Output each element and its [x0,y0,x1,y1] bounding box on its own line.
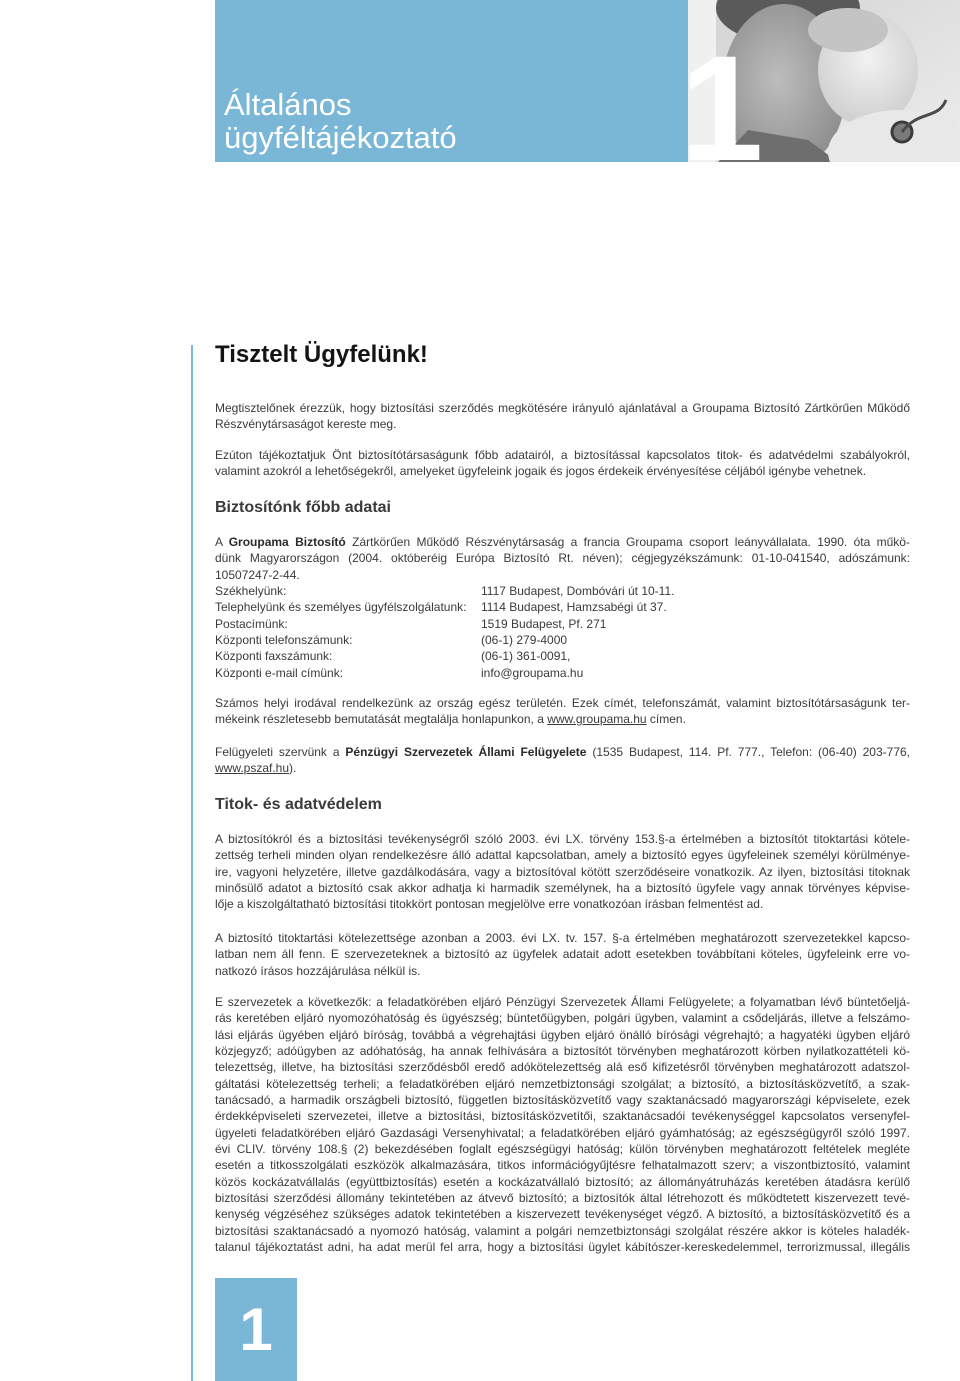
page-title [224,88,457,154]
detail-row [215,632,910,648]
text-line: Megtisztelőnek érezzük, hogy biztosítási szerződés megkötésére irányuló ajánlatával a Groupama Biztosító Zártkörűen Működő [215,401,910,415]
text-line: ügyeleti feladatkörében eljáró Gazdasági Versenyhivatal; a feladatkörében eljáró gyámhatóság; az egészségügyről szóló 1997. [215,1125,910,1140]
detail-label: Központi faxszámunk: [215,649,333,664]
detail-row [215,583,910,599]
title-line-2: ügyféltájékoztató [224,120,457,155]
text-line: dünk Magyarországon (2004. októberéig Európa Biztosító Rt. néven); cégjegyzékszámunk: 01-10-041540, adószámunk: [215,551,910,566]
text-line: közös kockázatvállalás (együttbiztosítás) esetén a kockázatvállaló biztosító; az állományátruházás keretében átadásra kerülő [215,1174,910,1189]
detail-row [215,665,910,681]
page-number-badge: 1 [215,1278,297,1381]
text-line: latban nem áll fenn. E szervezeteknek a biztosító az ügyfelek adatait adott esetekben továbbítani köteles, ügyfeleink erre vo- [215,947,910,962]
chapter-number: 1 [680,33,764,162]
text-line: biztosítási szerződési állomány tekintetében az átvevő biztosító; a biztosítók által létrehozott és működtetett kiszervezett tevé- [215,1190,910,1205]
privacy-paragraph-2 [215,930,910,979]
supervisor-name: Pénzügyi Szervezetek Állami Felügyelete [345,745,587,759]
company-info [215,534,910,681]
text-line: Ezúton tájékoztatjuk Önt biztosítótársaságunk főbb adatairól, a biztosítással kapcsolatos titok- és adatvédelmi szabályokról, [215,448,910,462]
text-line: E szervezetek a következők: a feladatkörében eljáró Pénzügyi Szervezetek Állami Felügyelete; a folyamatban lévő büntetőeljá- [215,995,910,1009]
text-line: ire, vagyoni helyzetére, illetve gazdálkodására, vagy a biztosítóval kötött szerződéseire vonatkozik. Az ilyen, biztosítási titoknak [215,864,910,879]
text-line: tanácsadó, a harmadik országbeli biztosító, független biztosításközvetítő vagy szaktanácsadó magyarországi képviselete, ezek [215,1092,910,1107]
detail-label: Postacímünk: [215,616,288,631]
text-line [215,534,910,550]
left-accent-rule [191,345,193,1381]
text-line: lási eljárás ügyében eljáró bíróság, továbbá a végrehajtási ügyben eljáró önálló bírósági végrehajtó; a hagyatéki ügyben eljáró [215,1027,910,1042]
text-line: minősülő adatot a biztosító csak akkor adhatja ki harmadik személynek, ha a biztosító ügyfele vagy annak törvényes képvise- [215,880,910,895]
supervisor-paragraph [215,744,910,777]
company-name: Groupama Biztosító [228,535,346,549]
text-line: évi CLIV. törvény 108.§ (2) bekezdésében foglalt egészségügyi hatóság; külön törvényben meghatározott feltételek megléte [215,1141,910,1156]
detail-row [215,648,910,664]
text-line [215,744,910,760]
privacy-heading: Titok- és adatvédelem [215,796,382,813]
privacy-paragraph-1 [215,831,910,913]
text-line: A biztosító titoktartási kötelezettsége azonban a 2003. évi LX. tv. 157. §-a értelmében meghatározott szervezetekkel kapcso- [215,931,910,945]
company-intro-continued [215,550,910,583]
email-value: info@groupama.hu [481,665,584,680]
text-line: telezettség, illetve, ha biztosítási szerződésből eredő adókötelezettség alá eső kifizetésről törvényben meghatározott adatszol- [215,1060,910,1075]
text-line: rás keretében eljáró nyomozóhatóság és ügyészség; büntetőügyben, polgári ügyben, valamint a csődeljárás, illetve a felszámo- [215,1011,910,1026]
text-line [215,711,910,727]
greeting-paragraph-1 [215,400,910,433]
text-line: közjegyző; adóügyben az adóhatóság, ha annak felhívására a biztosítót törvényben meghatározott körben nyilatkozattételi kö- [215,1043,910,1058]
groupama-website-link[interactable]: www.groupama.hu [547,712,647,727]
text-line: Számos helyi irodával rendelkezünk az ország egész területén. Ezek címét, telefonszámát, valamint biztosítótársaságunk ter- [215,696,910,710]
text-line: talanul tájékoztatást adni, ha adat merül fel arra, hogy a biztosítási ügylet kábítószer-kereskedelemmel, terrorizmussal, illegális [215,1239,910,1254]
greeting-heading: Tisztelt Ügyfelünk! [215,341,428,368]
text-line: Részvénytársaságot kereste meg. [215,417,397,432]
detail-value: 1114 Budapest, Hamzsabégi út 37. [481,600,667,615]
title-line-1: Általános [224,87,352,122]
text-line: kenység végzéséhez szükséges adatok tekintetében a kiszervezett tevékenységet végző. A biztosító, a biztosításközvetítő és a [215,1207,910,1222]
text-segment: Zártkörűen Működő Részvénytársaság a francia Groupama csoport leányvállalata. 1990. óta műkö- [345,535,910,549]
text-line [215,760,910,776]
text-line: A biztosítókról és a biztosítási tevékenységről szóló 2003. évi LX. törvény 153.§-a értelmében a biztosítót titoktartási kötele- [215,832,910,846]
greeting-paragraph-2 [215,447,910,480]
company-heading: Biztosítónk főbb adatai [215,499,391,516]
offices-paragraph [215,695,910,728]
text-segment: (1535 Budapest, 114. Pf. 777., Telefon: (06-40) 203-776, [586,745,910,759]
text-line: valamint azokról a lehetőségekről, amelyeket ügyfeleink jogaik és jogos érdekeik érvényesítése céljából igénybe vehetnek. [215,464,867,479]
detail-label: Telephelyünk és személyes ügyfélszolgálatunk: [215,600,467,615]
privacy-paragraph-3 [215,994,910,1255]
detail-label: Központi e-mail címünk: [215,665,344,680]
text-line: lője a kiszolgáltatható biztosítási titokkört pontosan megjelölve erre vonatkozóan írásban felmentést ad. [215,897,764,912]
text-line: zettség terheli minden olyan rendelkezésre álló adattal kapcsolatban, amely a biztosító egyes ügyfeleinek személyi körülménye- [215,848,910,863]
text-line: érdekképviseleti szervezetei, illetve a biztosítási, biztosításközvetítői, szaktanácsadói tevékenységgel kapcsolatos versenyfel- [215,1109,910,1124]
detail-value: 1519 Budapest, Pf. 271 [481,616,607,631]
text-segment: címen. [646,712,686,727]
text-line: gáltatási kötelezettség terheli; a feladatkörében eljáró nemzetbiztonsági szolgálat; a biztosító, a biztosításközvetítő, a szak- [215,1076,910,1091]
detail-label: Székhelyünk: [215,583,287,598]
text-segment: mékeink részletesebb bemutatását megtalálja honlapunkon, a [215,712,548,727]
detail-value: (06-1) 361-0091, [481,649,571,664]
text-line: natkozó írásos hozzájárulása nélkül is. [215,963,421,978]
detail-row [215,599,910,615]
text-line: 10507247-2-44. [215,567,300,582]
text-line: esetén a titkosszolgálati eszközök alkalmazására, titkos információgyűjtésre felhatalmazott szerv; a viszontbiztosító, valamint [215,1158,910,1173]
text-segment: Felügyeleti szervünk a [215,745,346,759]
text-line: biztosítási szaktanácsadó a nyomozó hatóság, valamint a polgári nemzetbiztonsági szolgálat részére akkor is köteles haladék- [215,1223,910,1238]
detail-value: (06-1) 279-4000 [481,632,568,647]
detail-row [215,616,910,632]
pszaf-website-link[interactable]: www.pszaf.hu [215,761,290,776]
text-segment: A [215,535,229,549]
detail-value: 1117 Budapest, Dombóvári út 10-11. [481,583,675,598]
detail-label: Központi telefonszámunk: [215,632,353,647]
text-segment: ). [289,761,297,776]
